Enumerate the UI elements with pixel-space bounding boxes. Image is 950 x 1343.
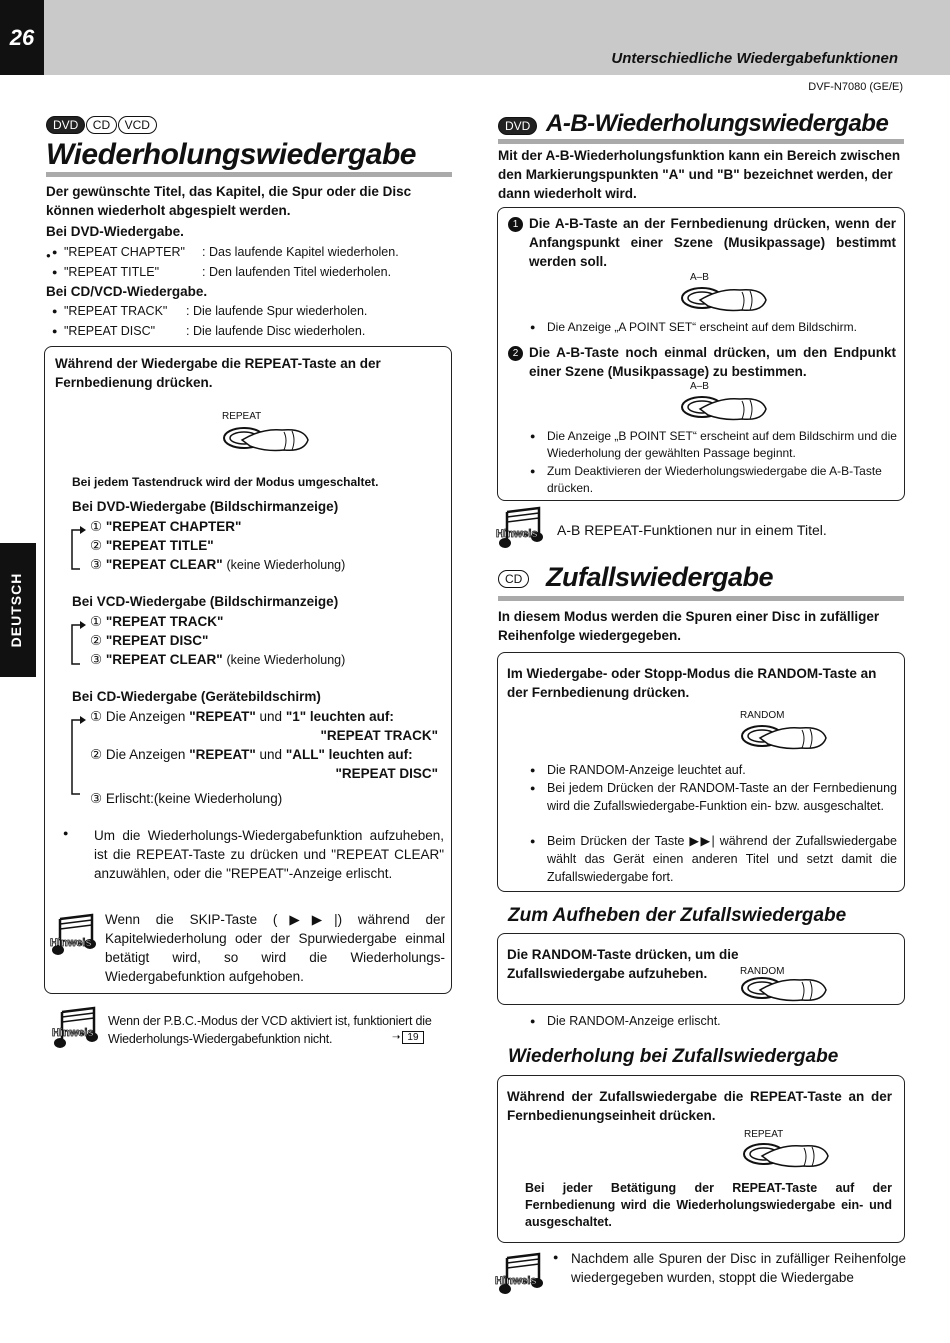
- dvd-item-key: "REPEAT CHAPTER": [64, 245, 185, 259]
- mode-item: [90, 789, 440, 808]
- step-1-number: [508, 215, 529, 233]
- cd-heading: Bei CD/VCD-Wiedergabe.: [46, 284, 208, 299]
- section-title: Unterschiedliche Wiedergabefunktionen: [611, 50, 898, 67]
- repeat-random-hint-text: Nachdem alle Spuren der Disc in zufälliger Reihenfolge wiedergegeben wurden, stoppt die Wiedergabe: [571, 1251, 906, 1285]
- list-item: [64, 302, 464, 320]
- random-title: Zufallswiedergabe: [546, 562, 774, 592]
- ab-button-press-icon: [680, 282, 772, 316]
- cd-item-key: "REPEAT TRACK": [64, 304, 168, 318]
- random-instruction: Im Wiedergabe- oder Stopp-Modus die RANDOM-Taste an der Fernbedienung drücken.: [507, 666, 877, 700]
- mode-label: "REPEAT TITLE": [105, 538, 214, 553]
- hint-label: Hinweis: [496, 528, 538, 540]
- hint-label: Hinweis: [52, 1027, 94, 1039]
- dvd-badge: DVD: [498, 117, 537, 135]
- random-note-1: Die RANDOM-Anzeige leuchtet auf.: [547, 763, 746, 777]
- repeat-random-note: Bei jeder Betätigung der REPEAT-Taste auf der Fernbedienung wird die Wiederholungswiedergabe ein- und ausgeschaltet.: [525, 1181, 892, 1229]
- list-item: [64, 263, 464, 281]
- mode-text: Die Anzeigen: [105, 747, 186, 762]
- repeat-random-instruction: Während der Zufallswiedergabe die REPEAT-Taste an der Fernbedienungseinheit drücken.: [507, 1089, 892, 1123]
- page-reference: ➝ 19: [392, 1032, 424, 1043]
- mode-item: [90, 631, 345, 650]
- mode-text: und: [259, 747, 283, 762]
- mode-item: [90, 555, 345, 575]
- page-reference-number: 19: [402, 1031, 423, 1044]
- ab-badges: [498, 117, 533, 135]
- random-note-3: Beim Drücken der Taste ▶▶| während der Zufallswiedergabe wählt das Gerät einen anderen Titel und setzt damit die Zufallswiedergabe fort.: [547, 834, 897, 884]
- bullet-icon: ●: [63, 828, 69, 838]
- cycle-arrow-icon: [66, 712, 88, 798]
- dvd-mode-list: [90, 517, 345, 575]
- dvd-heading: Bei DVD-Wiedergabe.: [46, 224, 184, 239]
- dvd-item-desc: Das laufende Kapitel wiederholen.: [208, 245, 399, 259]
- mode-item: [90, 517, 345, 536]
- bullet-icon: ●: [530, 466, 536, 476]
- mode-item: [90, 764, 440, 783]
- hint-label: Hinweis: [495, 1275, 537, 1287]
- ab-step-1: Die A-B-Taste an der Fernbedienung drücken, wenn der Anfangspunkt einer Szene (Musikpassage) bestimmt werden soll.: [529, 216, 896, 269]
- bullet-icon: ●: [530, 783, 536, 793]
- mode-switch-note: Bei jedem Tastendruck wird der Modus umgeschaltet.: [72, 475, 379, 489]
- mode-label: "REPEAT DISC": [105, 633, 209, 648]
- title-rule: [46, 172, 452, 177]
- cd-mode-title: Bei CD-Wiedergabe (Gerätebildschirm): [72, 689, 321, 704]
- cd-badge: CD: [86, 116, 117, 134]
- step-1-badge: 1: [508, 217, 523, 232]
- mode-label: "REPEAT": [189, 747, 256, 762]
- cd-item-desc: Die laufende Disc wiederholen.: [192, 324, 366, 338]
- step-2-badge: 2: [508, 346, 523, 361]
- bullet-icon: ●: [553, 1252, 559, 1262]
- ab-step-2-note-2: Zum Deaktivieren der Wiederholungswiedergabe die A-B-Taste drücken.: [547, 464, 882, 495]
- hint-label: Hinweis: [50, 937, 92, 949]
- mode-text: und: [259, 709, 283, 724]
- mode-extra: (keine Wiederholung): [226, 558, 346, 572]
- list-item: [64, 243, 464, 261]
- bullet-icon: ●: [52, 306, 58, 316]
- bullet-icon: ●: [52, 326, 58, 336]
- mode-item: [90, 650, 345, 670]
- repeat-instruction: Während der Wiedergabe die REPEAT-Taste an der Fernbedienung drücken.: [55, 356, 381, 390]
- mode-number: ②: [90, 747, 103, 762]
- cd-item-key: "REPEAT DISC": [64, 324, 156, 338]
- mode-label: "REPEAT CLEAR": [105, 652, 223, 667]
- bullet-icon: ●: [530, 1016, 536, 1026]
- separator: :: [202, 265, 206, 279]
- mode-number: ③: [90, 557, 103, 572]
- mode-number: ③: [90, 652, 103, 667]
- repeat-button-press-icon: [742, 1138, 834, 1172]
- vcd-badge: VCD: [118, 116, 157, 134]
- random-button-label: RANDOM: [740, 966, 785, 977]
- mode-number: ①: [90, 519, 103, 534]
- mode-text: Die Anzeigen: [105, 709, 186, 724]
- repeat-random-title: Wiederholung bei Zufallswiedergabe: [508, 1046, 839, 1067]
- cd-item-list: [64, 302, 464, 340]
- bullet-icon: ●: [530, 322, 536, 332]
- bullet-icon: ●: [530, 765, 536, 775]
- mode-item: [90, 612, 345, 631]
- cancel-random-instruction: Die RANDOM-Taste drücken, um die Zufallswiedergabe aufzuheben.: [507, 947, 739, 981]
- list-item: [64, 322, 464, 340]
- random-button-press-icon: [740, 972, 832, 1006]
- cd-badge: CD: [498, 570, 529, 588]
- separator: :: [186, 304, 190, 318]
- random-badges: [498, 570, 525, 588]
- random-button-press-icon: [740, 720, 832, 754]
- mode-label: "REPEAT": [189, 709, 256, 724]
- disc-badges: [46, 116, 153, 134]
- repeat-intro: Der gewünschte Titel, das Kapitel, die Spur oder die Disc können wiederholt abgespielt werden.: [46, 184, 412, 218]
- title-rule: [498, 596, 904, 601]
- ab-hint-text: A-B REPEAT-Funktionen nur in einem Titel.: [557, 522, 827, 538]
- mode-number: ③: [90, 791, 103, 806]
- bullet-icon: ●: [52, 267, 58, 277]
- ab-step-1-note: Die Anzeige „A POINT SET“ erscheint auf dem Bildschirm.: [547, 320, 857, 334]
- dvd-mode-title: Bei DVD-Wiedergabe (Bildschirmanzeige): [72, 499, 339, 514]
- mode-label: "REPEAT CHAPTER": [105, 519, 242, 534]
- mode-number: ②: [90, 633, 103, 648]
- random-button-label: RANDOM: [740, 710, 785, 721]
- separator: :: [186, 324, 190, 338]
- ab-step-2: Die A-B-Taste noch einmal drücken, um den Endpunkt einer Szene (Musikpassage) zu bestimmen.: [529, 345, 896, 379]
- repeat-button-press-icon: [222, 422, 314, 456]
- mode-label: "1" leuchten auf:: [285, 709, 394, 724]
- vcd-mode-title: Bei VCD-Wiedergabe (Bildschirmanzeige): [72, 594, 339, 609]
- ab-button-label: A–B: [690, 272, 709, 283]
- mode-item: [90, 726, 440, 745]
- dvd-item-key: "REPEAT TITLE": [64, 265, 160, 279]
- language-tab-label: DEUTSCH: [8, 572, 24, 648]
- ab-title: A-B-Wiederholungswiedergabe: [546, 110, 889, 137]
- mode-label: "REPEAT CLEAR": [105, 557, 223, 572]
- repeat-button-label: REPEAT: [744, 1129, 784, 1140]
- bullet-icon: ●: [52, 247, 58, 257]
- mode-number: ①: [90, 614, 103, 629]
- skip-hint-text: Wenn die SKIP-Taste (▶▶|) während der Kapitelwiederholung oder der Spurwiedergabe einmal betätigt wird, so wird die Wiederholungs-Wiedergabefunktion aufgehoben.: [105, 912, 445, 984]
- mode-item: [90, 745, 440, 764]
- page-number: 26: [0, 0, 44, 75]
- repeat-title: Wiederholungswiedergabe: [46, 138, 416, 171]
- cycle-arrow-icon: [66, 617, 88, 667]
- random-intro: In diesem Modus werden die Spuren einer Disc in zufälliger Reihenfolge wiedergegeben.: [498, 609, 880, 643]
- mode-label: "REPEAT DISC": [335, 766, 438, 781]
- bullet-icon: ●: [530, 836, 536, 846]
- vcd-mode-list: [90, 612, 345, 670]
- cycle-arrow-icon: [66, 522, 88, 572]
- repeat-button-label: REPEAT: [222, 411, 262, 422]
- mode-extra: (keine Wiederholung): [226, 653, 346, 667]
- mode-number: ①: [90, 709, 103, 724]
- ab-button-press-icon: [680, 391, 772, 425]
- mode-label: "ALL" leuchten auf:: [285, 747, 413, 762]
- mode-text: Erlischt:(keine Wiederholung): [105, 791, 283, 806]
- title-rule: [498, 139, 904, 144]
- ab-intro: Mit der A-B-Wiederholungsfunktion kann ein Bereich zwischen den Markierungspunkten "A" und "B" bezeichnet werden, der dann wiederholt wird.: [498, 148, 901, 201]
- cancel-random-note: Die RANDOM-Anzeige erlischt.: [547, 1014, 721, 1028]
- cd-item-desc: Die laufende Spur wiederholen.: [192, 304, 368, 318]
- mode-label: "REPEAT TRACK": [105, 614, 224, 629]
- mode-item: [90, 707, 440, 726]
- ab-step-2-note-1: Die Anzeige „B POINT SET“ erscheint auf dem Bildschirm und die Wiederholung der gewählten Passage beginnt.: [547, 429, 897, 460]
- dvd-item-list: [64, 243, 464, 281]
- mode-item: [90, 536, 345, 555]
- pbc-hint-text: Wenn der P.B.C.-Modus der VCD aktiviert ist, funktioniert die Wiederholungs-Wiedergabefunktion nicht.: [108, 1014, 432, 1046]
- step-2-number: [508, 344, 529, 362]
- dvd-item-desc: Den laufenden Titel wiederholen.: [208, 265, 392, 279]
- mode-number: ②: [90, 538, 103, 553]
- cd-mode-list: [90, 707, 440, 808]
- bullet-icon: ●: [530, 431, 536, 441]
- separator: :: [202, 245, 206, 259]
- ab-button-label: A–B: [690, 381, 709, 392]
- repeat-cancel-note: Um die Wiederholungs-Wiedergabefunktion aufzuheben, ist die REPEAT-Taste zu drücken und "REPEAT CLEAR" anzuwählen, oder die "REPEAT"-Anzeige erlischt.: [94, 828, 444, 881]
- dvd-badge: DVD: [46, 116, 85, 134]
- model-number: DVF-N7080 (GE/E): [808, 81, 903, 93]
- random-note-2: Bei jedem Drücken der RANDOM-Taste an der Fernbedienung wird die Zufallswiedergabe-Funktion ein- bzw. ausgeschaltet.: [547, 781, 897, 813]
- cancel-random-title: Zum Aufheben der Zufallswiedergabe: [508, 905, 847, 926]
- mode-label: "REPEAT TRACK": [320, 728, 438, 743]
